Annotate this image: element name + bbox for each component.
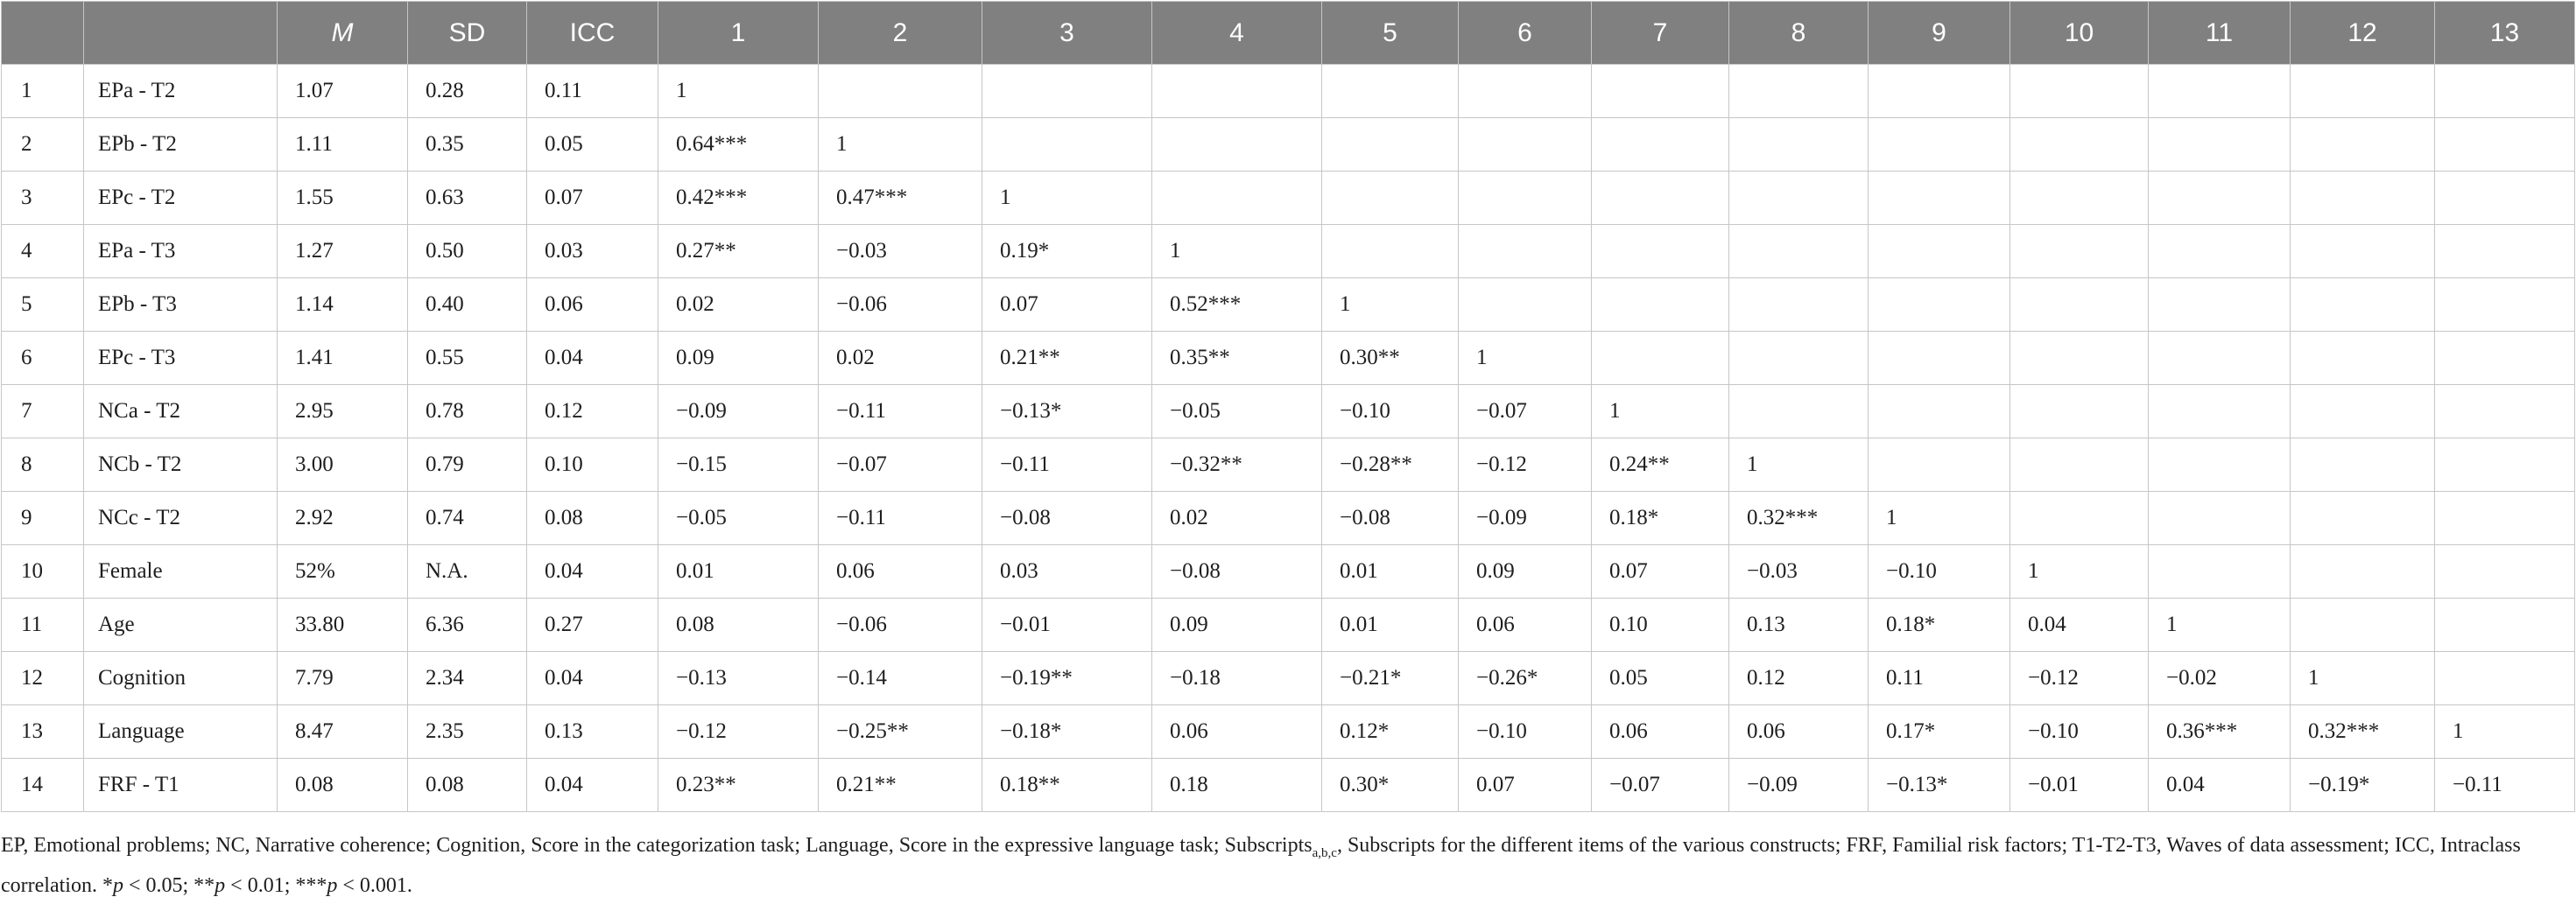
table-cell — [1592, 65, 1729, 118]
table-cell: 1 — [819, 118, 982, 172]
table-cell — [2010, 438, 2149, 492]
table-cell — [1459, 225, 1592, 278]
table-cell — [2149, 225, 2291, 278]
variable-name: EPb - T2 — [84, 118, 278, 172]
table-cell: 0.28 — [408, 65, 527, 118]
table-cell — [1869, 332, 2010, 385]
table-cell: −0.01 — [2010, 759, 2149, 812]
table-cell: −0.18* — [982, 705, 1152, 759]
table-cell: 0.05 — [1592, 652, 1729, 705]
table-cell — [2291, 118, 2435, 172]
row-index: 9 — [2, 492, 84, 545]
table-cell: −0.08 — [982, 492, 1152, 545]
table-cell — [2435, 332, 2575, 385]
table-cell — [2291, 225, 2435, 278]
table-cell — [2010, 332, 2149, 385]
table-cell: 0.09 — [658, 332, 819, 385]
table-cell: 0.05 — [527, 118, 658, 172]
table-cell: 0.18 — [1152, 759, 1322, 812]
table-cell: 0.10 — [527, 438, 658, 492]
row-index: 13 — [2, 705, 84, 759]
table-cell: 1 — [1869, 492, 2010, 545]
header-cell: 4 — [1152, 2, 1322, 65]
header-cell: 12 — [2291, 2, 2435, 65]
table-cell — [2010, 385, 2149, 438]
header-cell: 13 — [2435, 2, 2575, 65]
table-cell: −0.11 — [982, 438, 1152, 492]
table-cell: −0.13* — [1869, 759, 2010, 812]
variable-name: EPc - T2 — [84, 172, 278, 225]
table-row — [2, 599, 2575, 652]
table-row — [2, 545, 2575, 599]
table-cell: 2.34 — [408, 652, 527, 705]
table-cell — [2291, 492, 2435, 545]
table-cell: 0.04 — [527, 759, 658, 812]
table-cell: −0.05 — [1152, 385, 1322, 438]
table-cell — [2291, 278, 2435, 332]
table-cell — [1592, 332, 1729, 385]
table-cell: 0.11 — [1869, 652, 2010, 705]
table-row — [2, 438, 2575, 492]
table-cell: −0.25** — [819, 705, 982, 759]
header-cell: 5 — [1322, 2, 1459, 65]
table-cell: 0.52*** — [1152, 278, 1322, 332]
table-cell — [2149, 118, 2291, 172]
table-cell — [1592, 225, 1729, 278]
table-cell: 3.00 — [278, 438, 408, 492]
table-cell: 0.13 — [527, 705, 658, 759]
table-cell — [2435, 118, 2575, 172]
table-cell — [982, 65, 1152, 118]
table-cell — [1592, 278, 1729, 332]
table-cell: 0.36*** — [2149, 705, 2291, 759]
table-cell — [2149, 278, 2291, 332]
table-cell: −0.10 — [1459, 705, 1592, 759]
header-cell: 7 — [1592, 2, 1729, 65]
table-cell: −0.15 — [658, 438, 819, 492]
table-cell: 1.14 — [278, 278, 408, 332]
table-cell: 0.40 — [408, 278, 527, 332]
table-cell — [1729, 332, 1869, 385]
table-cell — [1152, 118, 1322, 172]
table-cell — [2149, 172, 2291, 225]
table-cell — [1592, 172, 1729, 225]
table-row — [2, 385, 2575, 438]
table-cell — [1869, 438, 2010, 492]
header-cell: ICC — [527, 2, 658, 65]
table-cell: −0.10 — [1322, 385, 1459, 438]
table-cell — [1459, 172, 1592, 225]
table-cell: −0.08 — [1322, 492, 1459, 545]
table-cell: 0.01 — [658, 545, 819, 599]
table-cell: −0.10 — [1869, 545, 2010, 599]
table-cell — [1459, 278, 1592, 332]
header-cell: 9 — [1869, 2, 2010, 65]
table-cell — [2149, 332, 2291, 385]
table-cell — [1869, 65, 2010, 118]
table-cell: −0.02 — [2149, 652, 2291, 705]
row-index: 7 — [2, 385, 84, 438]
table-row — [2, 705, 2575, 759]
header-cell: 8 — [1729, 2, 1869, 65]
table-cell: 0.07 — [982, 278, 1152, 332]
header-cell: 6 — [1459, 2, 1592, 65]
variable-name: FRF - T1 — [84, 759, 278, 812]
table-cell: 2.92 — [278, 492, 408, 545]
table-cell — [1322, 65, 1459, 118]
table-cell: 0.09 — [1459, 545, 1592, 599]
table-cell — [2149, 492, 2291, 545]
table-cell: 0.18* — [1592, 492, 1729, 545]
table-cell: 0.08 — [408, 759, 527, 812]
footnote-p-symbol: p — [215, 873, 226, 897]
table-cell — [1869, 118, 2010, 172]
table-cell: 0.27** — [658, 225, 819, 278]
table-cell: 0.02 — [819, 332, 982, 385]
table-cell: 0.07 — [1459, 759, 1592, 812]
variable-name: EPc - T3 — [84, 332, 278, 385]
table-cell: −0.09 — [1729, 759, 1869, 812]
table-cell: 0.08 — [658, 599, 819, 652]
table-cell: 0.01 — [1322, 599, 1459, 652]
table-cell: 52% — [278, 545, 408, 599]
table-cell — [1869, 225, 2010, 278]
table-cell: −0.19** — [982, 652, 1152, 705]
table-cell: 1 — [1459, 332, 1592, 385]
table-cell: 0.06 — [1592, 705, 1729, 759]
row-index: 2 — [2, 118, 84, 172]
table-cell: 0.07 — [527, 172, 658, 225]
row-index: 1 — [2, 65, 84, 118]
table-cell: 0.18** — [982, 759, 1152, 812]
table-cell: −0.12 — [1459, 438, 1592, 492]
table-cell — [2149, 385, 2291, 438]
table-cell: −0.10 — [2010, 705, 2149, 759]
table-cell — [2435, 492, 2575, 545]
table-cell: 2.95 — [278, 385, 408, 438]
table-cell: 0.06 — [819, 545, 982, 599]
table-cell — [1322, 225, 1459, 278]
footnote-threshold-2: < 0.01; *** — [225, 873, 327, 897]
table-cell: 1.41 — [278, 332, 408, 385]
table-cell: 1 — [2291, 652, 2435, 705]
table-row — [2, 492, 2575, 545]
row-index: 3 — [2, 172, 84, 225]
table-cell — [2291, 172, 2435, 225]
table-cell: 6.36 — [408, 599, 527, 652]
table-cell: 0.18* — [1869, 599, 2010, 652]
table-cell: 0.03 — [527, 225, 658, 278]
table-cell: −0.18 — [1152, 652, 1322, 705]
table-cell — [2149, 438, 2291, 492]
footnote-text-1: EP, Emotional problems; NC, Narrative coherence; Cognition, Score in the categorization task; Language, Score in the expressive language task; Subscripts — [1, 834, 1313, 857]
table-cell: 0.79 — [408, 438, 527, 492]
table-cell: −0.19* — [2291, 759, 2435, 812]
table-cell: 0.13 — [1729, 599, 1869, 652]
correlation-table — [1, 1, 2575, 812]
table-cell — [1869, 385, 2010, 438]
row-index: 4 — [2, 225, 84, 278]
table-cell — [2291, 545, 2435, 599]
variable-name: NCc - T2 — [84, 492, 278, 545]
table-cell — [1459, 65, 1592, 118]
table-cell: 0.11 — [527, 65, 658, 118]
table-row — [2, 118, 2575, 172]
table-cell — [1152, 65, 1322, 118]
table-cell: −0.11 — [2435, 759, 2575, 812]
table-cell: −0.06 — [819, 278, 982, 332]
table-cell: 1 — [2149, 599, 2291, 652]
table-cell — [2435, 438, 2575, 492]
table-cell — [2010, 225, 2149, 278]
table-cell: 0.04 — [527, 652, 658, 705]
table-cell: −0.09 — [658, 385, 819, 438]
table-cell: −0.06 — [819, 599, 982, 652]
table-footnote — [1, 830, 2558, 902]
header-cell: M — [278, 2, 408, 65]
footnote-p-symbol: p — [327, 873, 338, 897]
table-cell: 0.04 — [527, 545, 658, 599]
table-cell: 0.63 — [408, 172, 527, 225]
table-cell — [2010, 172, 2149, 225]
table-cell: 0.30** — [1322, 332, 1459, 385]
table-cell: 0.02 — [1152, 492, 1322, 545]
variable-name: EPb - T3 — [84, 278, 278, 332]
table-cell — [2010, 65, 2149, 118]
header-cell: 1 — [658, 2, 819, 65]
table-row — [2, 65, 2575, 118]
footnote-subscript: a,b,c — [1312, 845, 1337, 860]
table-cell — [1729, 225, 1869, 278]
variable-name: Cognition — [84, 652, 278, 705]
table-cell: 0.12* — [1322, 705, 1459, 759]
table-cell — [2435, 385, 2575, 438]
table-cell — [2291, 599, 2435, 652]
table-cell: 1 — [1322, 278, 1459, 332]
table-cell: 0.24** — [1592, 438, 1729, 492]
table-cell — [1322, 118, 1459, 172]
table-cell: 0.07 — [1592, 545, 1729, 599]
table-cell: 0.32*** — [2291, 705, 2435, 759]
table-cell: 0.06 — [1729, 705, 1869, 759]
table-row — [2, 172, 2575, 225]
variable-name: NCb - T2 — [84, 438, 278, 492]
table-cell: 1.55 — [278, 172, 408, 225]
table-cell: −0.14 — [819, 652, 982, 705]
footnote-threshold-3: < 0.001. — [337, 873, 412, 897]
table-cell — [2291, 438, 2435, 492]
table-cell: 2.35 — [408, 705, 527, 759]
header-cell: 2 — [819, 2, 982, 65]
table-cell: 0.64*** — [658, 118, 819, 172]
header-cell: 11 — [2149, 2, 2291, 65]
table-cell: 0.30* — [1322, 759, 1459, 812]
table-cell — [2291, 332, 2435, 385]
table-cell: 0.02 — [658, 278, 819, 332]
table-cell — [1729, 172, 1869, 225]
table-cell — [1729, 385, 1869, 438]
table-row — [2, 225, 2575, 278]
variable-name: EPa - T3 — [84, 225, 278, 278]
table-cell: 0.06 — [1459, 599, 1592, 652]
table-cell: 0.21** — [982, 332, 1152, 385]
table-cell: 0.42*** — [658, 172, 819, 225]
table-cell: 0.35** — [1152, 332, 1322, 385]
table-cell — [2435, 652, 2575, 705]
table-cell: 0.10 — [1592, 599, 1729, 652]
table-row — [2, 759, 2575, 812]
row-index: 6 — [2, 332, 84, 385]
table-cell: −0.05 — [658, 492, 819, 545]
table-cell — [2291, 385, 2435, 438]
table-cell: −0.32** — [1152, 438, 1322, 492]
table-cell: −0.03 — [1729, 545, 1869, 599]
table-cell: 1 — [2010, 545, 2149, 599]
table-cell: 1 — [658, 65, 819, 118]
table-cell: 0.12 — [527, 385, 658, 438]
table-cell: 1 — [2435, 705, 2575, 759]
footnote-p-symbol: p — [112, 873, 123, 897]
table-cell: −0.01 — [982, 599, 1152, 652]
table-cell: 0.74 — [408, 492, 527, 545]
table-cell: 0.03 — [982, 545, 1152, 599]
table-row — [2, 332, 2575, 385]
table-cell — [819, 65, 982, 118]
table-cell: 0.78 — [408, 385, 527, 438]
table-cell: −0.21* — [1322, 652, 1459, 705]
table-cell: 0.21** — [819, 759, 982, 812]
table-cell: 1 — [1592, 385, 1729, 438]
table-cell — [2010, 118, 2149, 172]
table-cell: −0.26* — [1459, 652, 1592, 705]
table-cell: 8.47 — [278, 705, 408, 759]
table-cell: 0.04 — [527, 332, 658, 385]
row-index: 8 — [2, 438, 84, 492]
variable-name: Age — [84, 599, 278, 652]
table-cell: 0.19* — [982, 225, 1152, 278]
table-cell: 1 — [1152, 225, 1322, 278]
table-cell — [982, 118, 1152, 172]
table-cell — [1869, 278, 2010, 332]
table-cell — [1152, 172, 1322, 225]
row-index: 14 — [2, 759, 84, 812]
table-cell — [1592, 118, 1729, 172]
variable-name: Language — [84, 705, 278, 759]
table-row — [2, 652, 2575, 705]
header-cell: 10 — [2010, 2, 2149, 65]
table-cell — [2435, 599, 2575, 652]
table-cell — [2435, 65, 2575, 118]
row-index: 11 — [2, 599, 84, 652]
table-cell: 0.09 — [1152, 599, 1322, 652]
table-cell: −0.07 — [1592, 759, 1729, 812]
table-cell: 0.04 — [2010, 599, 2149, 652]
row-index: 12 — [2, 652, 84, 705]
header-cell: 3 — [982, 2, 1152, 65]
table-cell: 0.35 — [408, 118, 527, 172]
table-cell: 0.27 — [527, 599, 658, 652]
table-cell: 1 — [1729, 438, 1869, 492]
footnote-text-2: , Subscripts for the different items of the various constructs; FRF, Familial risk factors; T1-T2-T3, Waves of data assessment; ICC, Intraclass correlation. * — [1, 834, 2521, 897]
table-cell: 0.01 — [1322, 545, 1459, 599]
table-cell: 0.12 — [1729, 652, 1869, 705]
table-cell: −0.09 — [1459, 492, 1592, 545]
table-cell — [2149, 545, 2291, 599]
table-cell — [2010, 492, 2149, 545]
table-cell: 1.07 — [278, 65, 408, 118]
table-cell: −0.13 — [658, 652, 819, 705]
row-index: 10 — [2, 545, 84, 599]
table-cell: 0.50 — [408, 225, 527, 278]
table-cell: 0.23** — [658, 759, 819, 812]
table-cell: −0.28** — [1322, 438, 1459, 492]
table-cell — [1729, 118, 1869, 172]
table-cell: 0.06 — [1152, 705, 1322, 759]
table-cell: 0.08 — [278, 759, 408, 812]
table-cell: 33.80 — [278, 599, 408, 652]
table-cell — [2435, 278, 2575, 332]
header-cell: SD — [408, 2, 527, 65]
table-cell — [1729, 65, 1869, 118]
table-cell — [2291, 65, 2435, 118]
table-cell: 0.55 — [408, 332, 527, 385]
footnote-threshold-1: < 0.05; ** — [123, 873, 215, 897]
table-row — [2, 278, 2575, 332]
table-cell — [1729, 278, 1869, 332]
table-cell — [2435, 225, 2575, 278]
table-cell — [1322, 172, 1459, 225]
table-cell: −0.11 — [819, 492, 982, 545]
table-cell: −0.07 — [819, 438, 982, 492]
table-cell: 0.17* — [1869, 705, 2010, 759]
table-cell — [2435, 172, 2575, 225]
table-cell: 0.47*** — [819, 172, 982, 225]
variable-name: Female — [84, 545, 278, 599]
table-cell: −0.13* — [982, 385, 1152, 438]
table-cell: 0.04 — [2149, 759, 2291, 812]
table-cell: 1.11 — [278, 118, 408, 172]
table-cell — [1869, 172, 2010, 225]
table-cell — [2010, 278, 2149, 332]
table-cell: 0.08 — [527, 492, 658, 545]
table-cell: 1.27 — [278, 225, 408, 278]
table-cell: −0.08 — [1152, 545, 1322, 599]
table-cell — [2435, 545, 2575, 599]
table-cell: N.A. — [408, 545, 527, 599]
header-index — [2, 2, 84, 65]
table-cell — [1459, 118, 1592, 172]
table-cell: 1 — [982, 172, 1152, 225]
table-cell: −0.12 — [2010, 652, 2149, 705]
table-cell: 0.32*** — [1729, 492, 1869, 545]
header-variable — [84, 2, 278, 65]
table-cell: 7.79 — [278, 652, 408, 705]
variable-name: EPa - T2 — [84, 65, 278, 118]
header-row — [2, 2, 2575, 65]
table-cell: −0.11 — [819, 385, 982, 438]
table-cell: 0.06 — [527, 278, 658, 332]
variable-name: NCa - T2 — [84, 385, 278, 438]
table-cell: −0.03 — [819, 225, 982, 278]
table-cell: −0.12 — [658, 705, 819, 759]
table-cell — [2149, 65, 2291, 118]
row-index: 5 — [2, 278, 84, 332]
table-cell: −0.07 — [1459, 385, 1592, 438]
